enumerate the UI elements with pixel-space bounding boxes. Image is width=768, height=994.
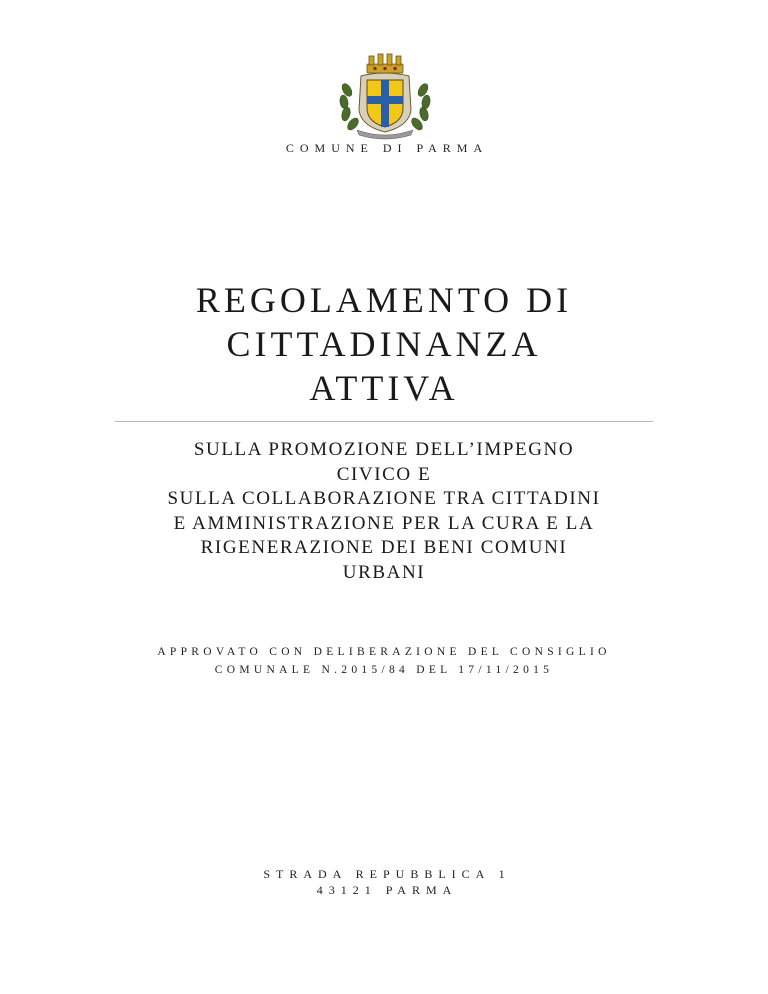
document-title bbox=[60, 278, 708, 410]
subtitle-line: SULLA PROMOZIONE DELL’IMPEGNO bbox=[193, 439, 575, 460]
address-block bbox=[0, 866, 768, 898]
address-street: STRADA REPUBBLICA 1 bbox=[263, 867, 511, 881]
subtitle-line: CIVICO E bbox=[336, 463, 432, 485]
approval-line: APPROVATO CON DELIBERAZIONE DEL CONSIGLIO bbox=[157, 646, 611, 658]
coat-of-arms-icon bbox=[327, 50, 443, 140]
title-line: REGOLAMENTO DI bbox=[195, 280, 573, 320]
address-city: 43121 PARMA bbox=[316, 883, 458, 897]
document-subtitle bbox=[80, 438, 688, 585]
approval-note bbox=[80, 643, 688, 679]
title-divider bbox=[115, 421, 653, 422]
subtitle-line: RIGENERAZIONE DEI BENI COMUNI bbox=[200, 537, 568, 558]
municipality-name: COMUNE DI PARMA bbox=[285, 141, 489, 155]
approval-line: COMUNALE N.2015/84 DEL 17/11/2015 bbox=[214, 664, 554, 676]
title-line: CITTADINANZA bbox=[226, 324, 542, 364]
subtitle-line: URBANI bbox=[342, 561, 426, 583]
subtitle-line: SULLA COLLABORAZIONE TRA CITTADINI bbox=[167, 488, 601, 509]
subtitle-line: E AMMINISTRAZIONE PER LA CURA E LA bbox=[173, 512, 595, 534]
title-line: ATTIVA bbox=[309, 368, 459, 408]
